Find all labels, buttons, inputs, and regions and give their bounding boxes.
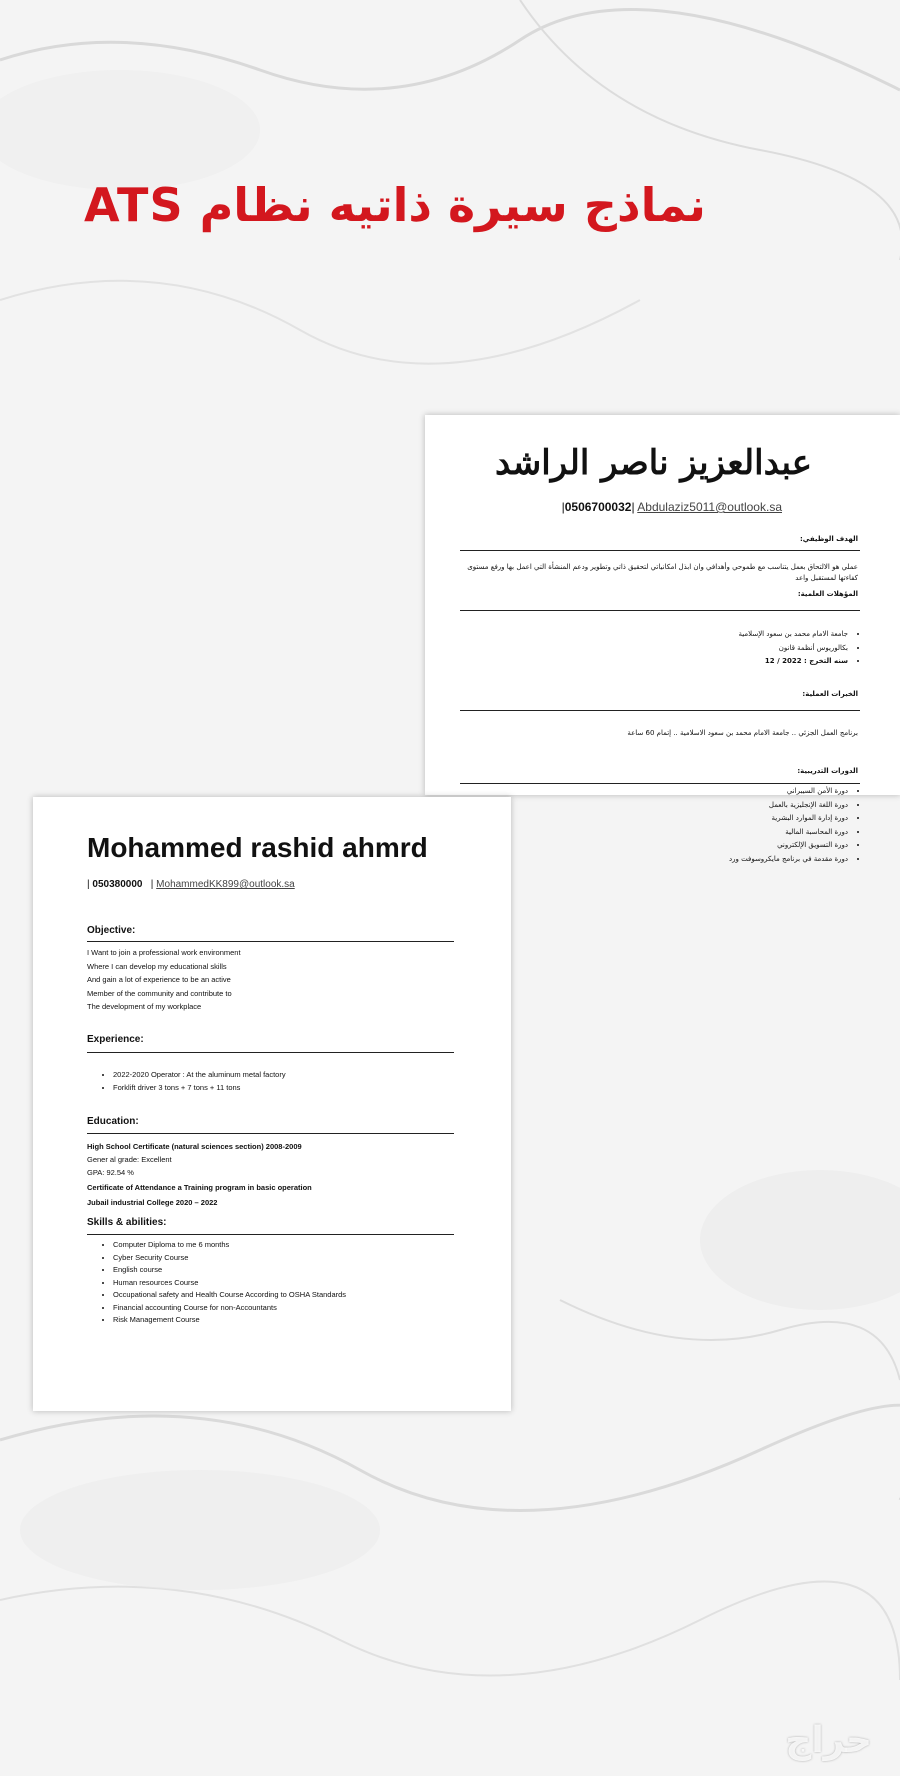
list-item: • Occupational safety and Health Course According to OSHA Standards bbox=[113, 1289, 346, 1302]
list-item: • دورة إدارة الموارد البشرية bbox=[729, 812, 848, 826]
objective-line: Where I can develop my educational skills bbox=[87, 961, 227, 971]
objective-line: The development of my workplace bbox=[87, 1002, 202, 1011]
english-education-heading: Education: bbox=[87, 1116, 139, 1127]
arabic-experience-heading: الخبرات العملية: bbox=[802, 690, 858, 698]
list-item: • Computer Diploma to me 6 months bbox=[113, 1239, 346, 1252]
list-item: • 2022-2020 Operator : At the aluminum metal factory bbox=[113, 1069, 286, 1082]
english-divider bbox=[87, 1234, 454, 1235]
list-item: • دورة المحاسبة المالية bbox=[729, 826, 848, 840]
arabic-divider bbox=[460, 783, 860, 784]
english-objective-heading: Objective: bbox=[87, 925, 136, 936]
arabic-divider bbox=[460, 710, 860, 711]
arabic-cv-contact: |0506700032| Abdulaziz5011@outlook.sa bbox=[561, 500, 782, 514]
list-item: • Risk Management Course bbox=[113, 1314, 346, 1327]
english-cv-phone: 050380000 bbox=[92, 879, 143, 890]
arabic-objective-heading: الهدف الوظيفي: bbox=[799, 535, 858, 543]
arabic-divider bbox=[460, 610, 860, 611]
list-item: • Human resources Course bbox=[113, 1277, 346, 1290]
education-certificate: High School Certificate (natural sciences section) 2008-2009 bbox=[87, 1142, 302, 1151]
arabic-divider bbox=[460, 550, 860, 551]
list-item: • بكالوريوس أنظمة قانون bbox=[739, 642, 848, 656]
haraj-watermark: حراج bbox=[785, 1720, 872, 1761]
arabic-courses-list bbox=[729, 785, 862, 866]
list-item: • جامعة الامام محمد بن سعود الإسلامية bbox=[739, 628, 848, 642]
arabic-cv-phone: 0506700032 bbox=[564, 500, 632, 514]
objective-line: Member of the community and contribute to bbox=[87, 988, 232, 998]
arabic-cv-page bbox=[425, 415, 900, 795]
education-grade: Gener al grade: Excellent bbox=[87, 1155, 172, 1164]
list-item: • سنه التخرج : 2022 / 12 bbox=[739, 655, 848, 669]
education-training: Certificate of Attendance a Training program in basic operation bbox=[87, 1183, 312, 1192]
objective-line: And gain a lot of experience to be an active bbox=[87, 975, 231, 984]
list-item: • دورة الأمن السيبراني bbox=[729, 785, 848, 799]
arabic-cv-email[interactable]: Abdulaziz5011@outlook.sa bbox=[637, 500, 782, 514]
english-education-block bbox=[87, 1140, 312, 1209]
english-experience-heading: Experience: bbox=[87, 1034, 144, 1045]
english-divider bbox=[87, 1133, 454, 1134]
arabic-qualifications-heading: المؤهلات العلمية: bbox=[797, 590, 858, 598]
english-experience-list bbox=[87, 1069, 286, 1094]
objective-line: I Want to join a professional work environment bbox=[87, 948, 241, 957]
education-gpa: GPA: 92.54 % bbox=[87, 1168, 134, 1177]
page-title: نماذج سيرة ذاتيه نظام ATS bbox=[84, 178, 706, 232]
list-item: • Forklift driver 3 tons + 7 tons + 11 tons bbox=[113, 1082, 286, 1095]
list-item: • دورة التسويق الإلكتروني bbox=[729, 839, 848, 853]
english-cv-contact: | 050380000 | MohammedKK899@outlook.sa bbox=[87, 879, 295, 890]
education-college: Jubail industrial College 2020 – 2022 bbox=[87, 1198, 218, 1207]
english-skills-heading: Skills & abilities: bbox=[87, 1217, 167, 1228]
arabic-courses-heading: الدورات التدريبية: bbox=[797, 767, 858, 775]
arabic-experience-text: برنامج العمل الجزئي .. جامعة الامام محمد بن سعود الاسلامية .. إتمام 60 ساعة bbox=[627, 729, 858, 737]
english-skills-list bbox=[87, 1239, 346, 1327]
english-divider bbox=[87, 1052, 454, 1053]
list-item: • English course bbox=[113, 1264, 346, 1277]
list-item: • Cyber Security Course bbox=[113, 1252, 346, 1265]
english-cv-name: Mohammed rashid ahmrd bbox=[87, 832, 428, 863]
list-item: • دورة مقدمة في برنامج مايكروسوفت ورد bbox=[729, 853, 848, 867]
list-item: • دورة اللغة الإنجليزية بالعمل bbox=[729, 799, 848, 813]
arabic-cv-name: عبدالعزيز ناصر الراشد bbox=[494, 443, 812, 483]
english-objective-lines bbox=[87, 946, 241, 1014]
english-cv-email[interactable]: MohammedKK899@outlook.sa bbox=[156, 879, 295, 890]
english-divider bbox=[87, 941, 454, 942]
arabic-qualifications-list bbox=[739, 628, 862, 669]
arabic-objective-text: عملي هو الالتحاق بعمل يتناسب مع طموحي وأهدافي وان ابذل امكانياتي لتحقيق ذاتي وتطوير ودعم المنشأة التي اعمل بها ورفع مستوى كفاءتها لمستقبل واعد bbox=[467, 563, 858, 582]
list-item: • Financial accounting Course for non-Accountants bbox=[113, 1302, 346, 1315]
english-cv-page bbox=[33, 797, 511, 1411]
